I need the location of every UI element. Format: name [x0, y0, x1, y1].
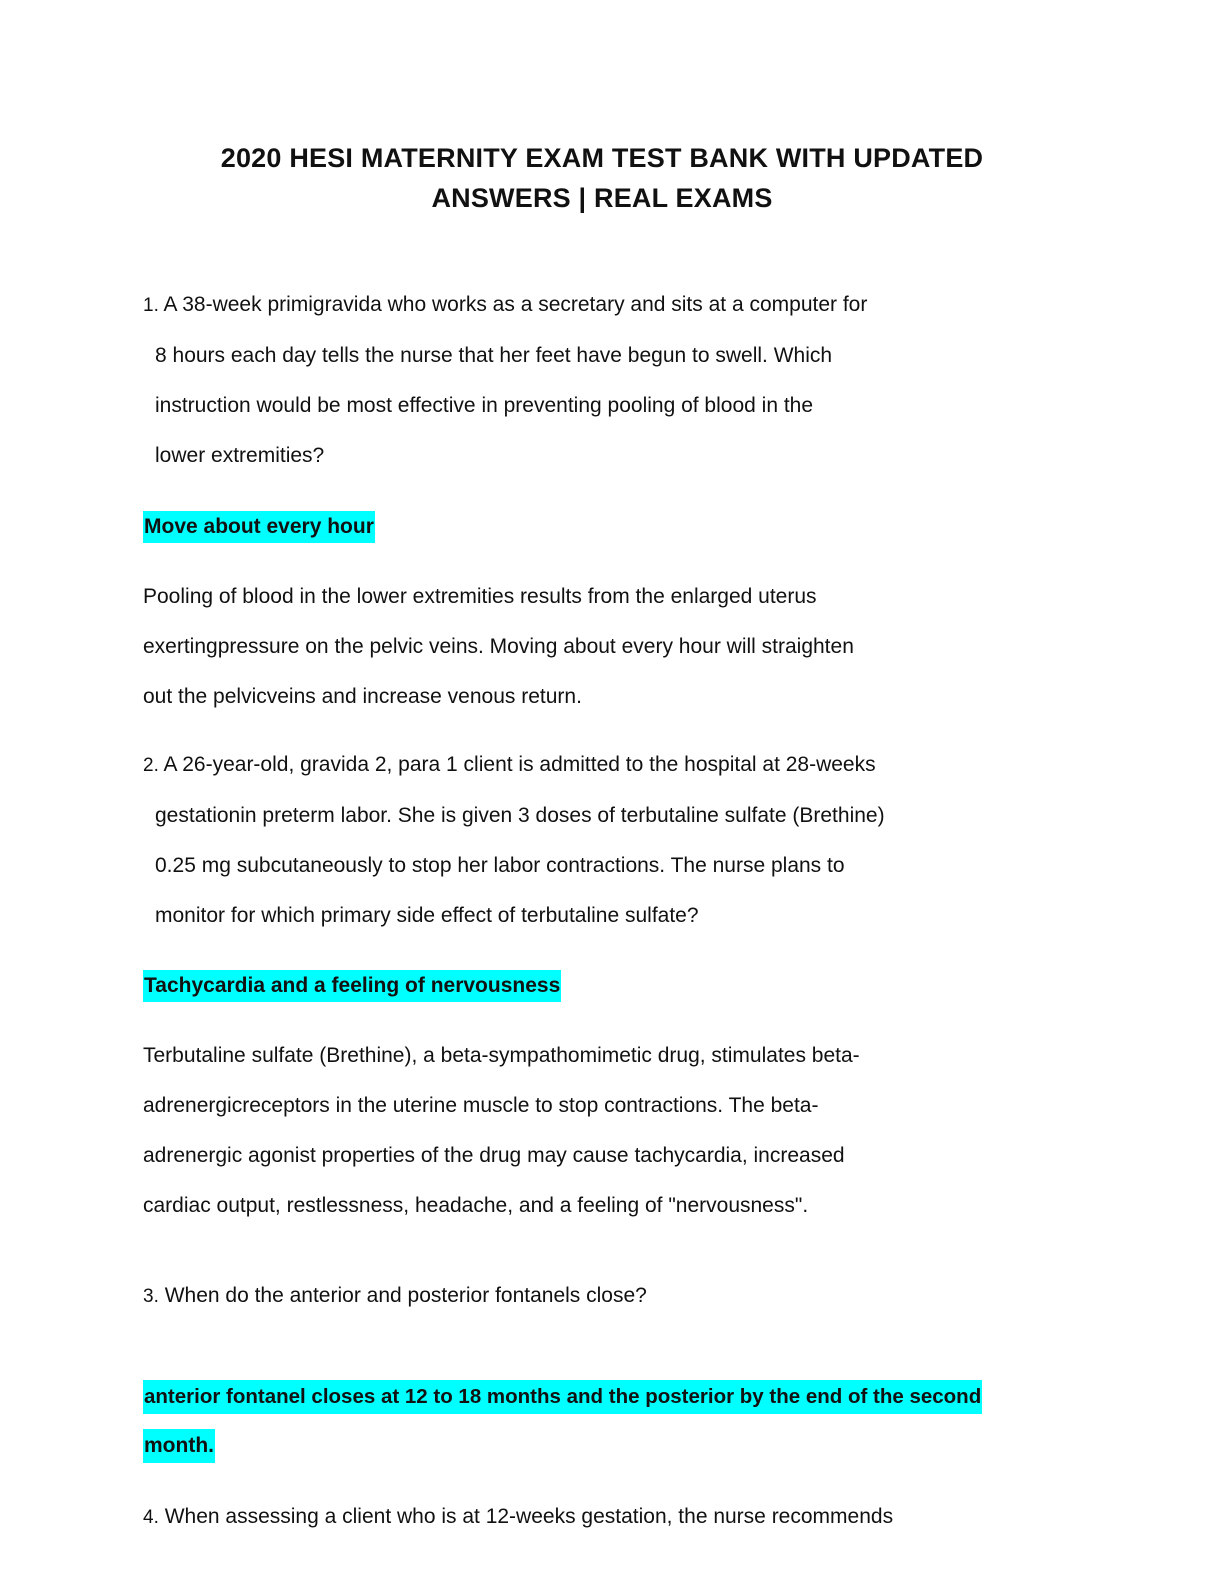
explanation-line: out the pelvicveins and increase venous return. — [143, 685, 582, 708]
question-text-line: gestationin preterm labor. She is given 3 doses of terbutaline sulfate (Brethine) — [155, 804, 885, 827]
highlighted-answer: month. — [143, 1429, 215, 1463]
title-line-2: ANSWERS | REAL EXAMS — [431, 183, 773, 213]
question-text-line: When do the anterior and posterior fontanels close? — [164, 1284, 647, 1307]
question-1 — [143, 280, 923, 481]
question-text-line: lower extremities? — [155, 444, 325, 467]
question-text-line: monitor for which primary side effect of terbutaline sulfate? — [155, 904, 699, 927]
explanation-line: adrenergic agonist properties of the drug may cause tachycardia, increased — [143, 1144, 845, 1167]
question-text-line: 8 hours each day tells the nurse that her feet have begun to swell. Which — [155, 344, 833, 367]
answer-2 — [143, 970, 561, 1002]
question-4 — [143, 1492, 923, 1543]
question-3 — [143, 1271, 923, 1322]
question-text-line: When assessing a client who is at 12-weeks gestation, the nurse recommends — [164, 1505, 894, 1528]
highlighted-answer: anterior fontanel closes at 12 to 18 months and the posterior by the end of the second — [143, 1380, 982, 1414]
explanation-line: adrenergicreceptors in the uterine muscle to stop contractions. The beta- — [143, 1094, 819, 1117]
question-number: 2. — [143, 755, 159, 776]
explanation-line: Terbutaline sulfate (Brethine), a beta-sympathomimetic drug, stimulates beta- — [143, 1044, 860, 1067]
title-line-1: 2020 HESI MATERNITY EXAM TEST BANK WITH UPDATED — [220, 143, 984, 173]
answer-1 — [143, 511, 375, 543]
question-2 — [143, 740, 923, 941]
explanation-1 — [143, 572, 923, 722]
explanation-line: exertingpressure on the pelvic veins. Moving about every hour will straighten — [143, 635, 854, 658]
question-number: 3. — [143, 1286, 159, 1307]
highlighted-answer: Move about every hour — [143, 511, 375, 543]
question-number: 4. — [143, 1507, 159, 1528]
explanation-line: Pooling of blood in the lower extremities results from the enlarged uterus — [143, 585, 817, 608]
question-text-line: A 26-year-old, gravida 2, para 1 client is admitted to the hospital at 28-weeks — [163, 753, 876, 776]
question-text-line: instruction would be most effective in preventing pooling of blood in the — [155, 394, 814, 417]
answer-3 — [143, 1380, 1043, 1463]
question-number: 1. — [143, 295, 159, 316]
explanation-2 — [143, 1031, 923, 1231]
document-title — [150, 138, 1054, 218]
question-text-line: 0.25 mg subcutaneously to stop her labor contractions. The nurse plans to — [155, 854, 845, 877]
question-text-line: A 38-week primigravida who works as a secretary and sits at a computer for — [163, 293, 868, 316]
explanation-line: cardiac output, restlessness, headache, and a feeling of "nervousness". — [143, 1194, 809, 1217]
highlighted-answer: Tachycardia and a feeling of nervousness — [143, 970, 561, 1002]
